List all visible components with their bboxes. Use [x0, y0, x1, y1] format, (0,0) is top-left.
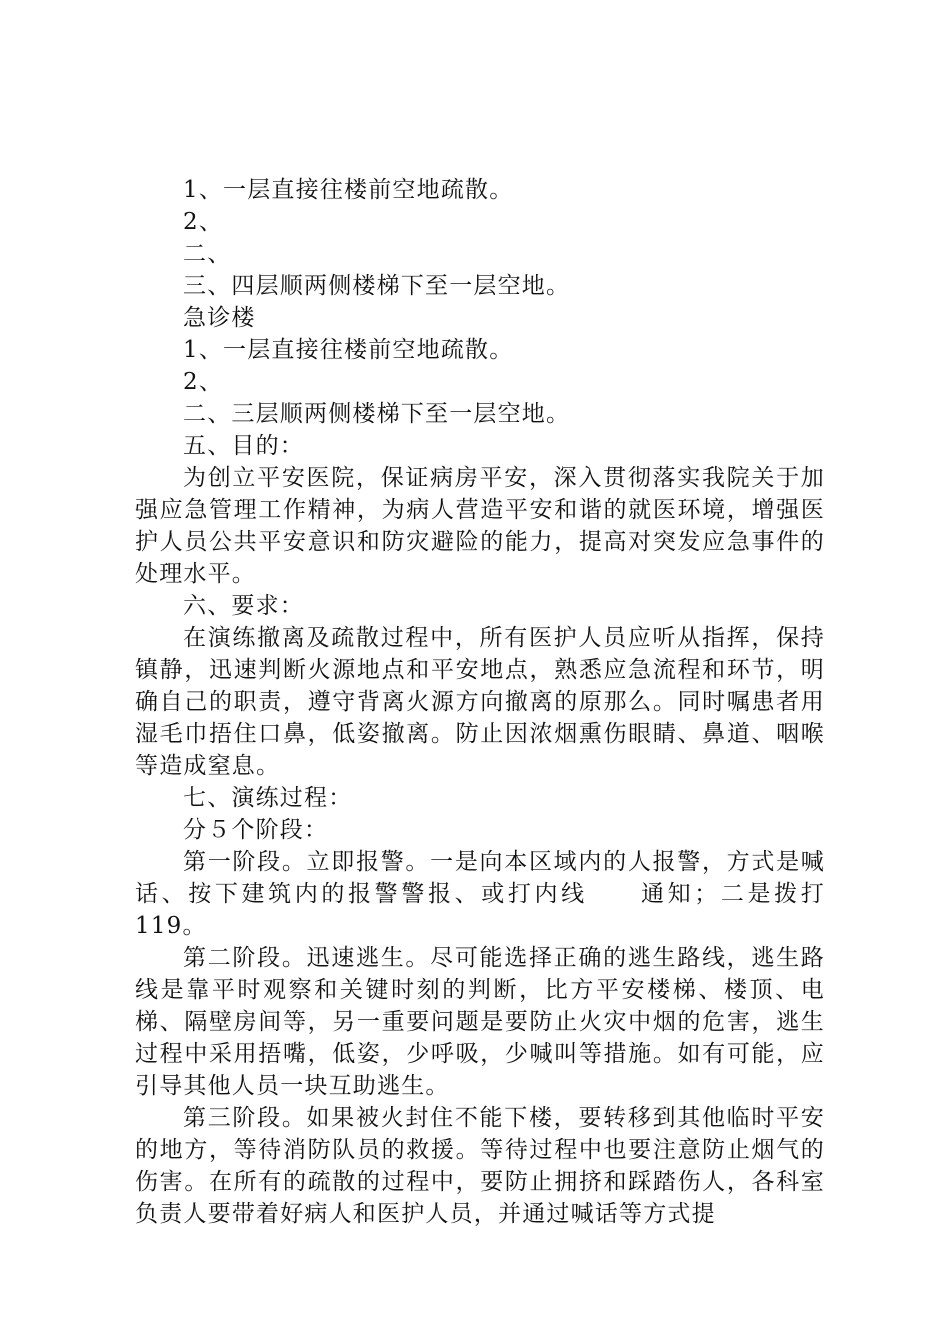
paragraph-stage-2: 第二阶段。迅速逃生。尽可能选择正确的逃生路线，逃生路线是靠平时观察和关键时刻的判断，比方平安楼梯、楼顶、电梯、隔壁房间等，另一重要问题是要防止火灾中烟的危害，逃生过程中采用捂嘴，低姿，少呼吸，少喊叫等措施。如有可能，应引导其他人员一块互助逃生。	[135, 945, 825, 1099]
heading-requirements: 六、要求：	[183, 593, 304, 619]
paragraph-stage-1: 第一阶段。立即报警。一是向本区域内的人报警，方式是喊话、按下建筑内的报警警报、或打内线 通知；二是拨打119。	[135, 849, 825, 939]
evac-item-2: 2、	[183, 209, 224, 235]
evac-item-1: 1、一层直接往楼前空地疏散。	[183, 177, 514, 203]
emergency-item-2-3: 二、三层顺两侧楼梯下至一层空地。	[183, 401, 571, 427]
paragraph-requirements: 在演练撤离及疏散过程中，所有医护人员应听从指挥，保持镇静，迅速判断火源地点和平安地点，熟悉应急流程和环节，明确自己的职责，遵守背离火源方向撤离的原那么。同时嘱患者用湿毛巾捂住口鼻，低姿撤离。防止因浓烟熏伤眼睛、鼻道、咽喉等造成窒息。	[135, 625, 825, 779]
paragraph-stage-3: 第三阶段。如果被火封住不能下楼，要转移到其他临时平安的地方，等待消防队员的救援。等待过程中也要注意防止烟气的伤害。在所有的疏散的过程中，要防止拥挤和踩踏伤人，各科室负责人要带着好病人和医护人员，并通过喊话等方式提	[135, 1105, 825, 1227]
heading-purpose: 五、目的：	[183, 433, 304, 459]
evac-item-2-sub: 二、	[183, 241, 232, 267]
evac-item-3-4: 三、四层顺两侧楼梯下至一层空地。	[183, 273, 571, 299]
section-emergency-building: 急诊楼	[183, 305, 256, 331]
stages-intro: 分５个阶段：	[183, 817, 329, 843]
emergency-item-2: 2、	[183, 369, 224, 395]
emergency-item-1: 1、一层直接往楼前空地疏散。	[183, 337, 514, 363]
document-body	[135, 174, 825, 1230]
heading-drill-process: 七、演练过程：	[183, 785, 353, 811]
paragraph-purpose: 为创立平安医院，保证病房平安，深入贯彻落实我院关于加强应急管理工作精神，为病人营造平安和谐的就医环境，增强医护人员公共平安意识和防灾避险的能力，提高对突发应急事件的处理水平。	[135, 465, 825, 587]
